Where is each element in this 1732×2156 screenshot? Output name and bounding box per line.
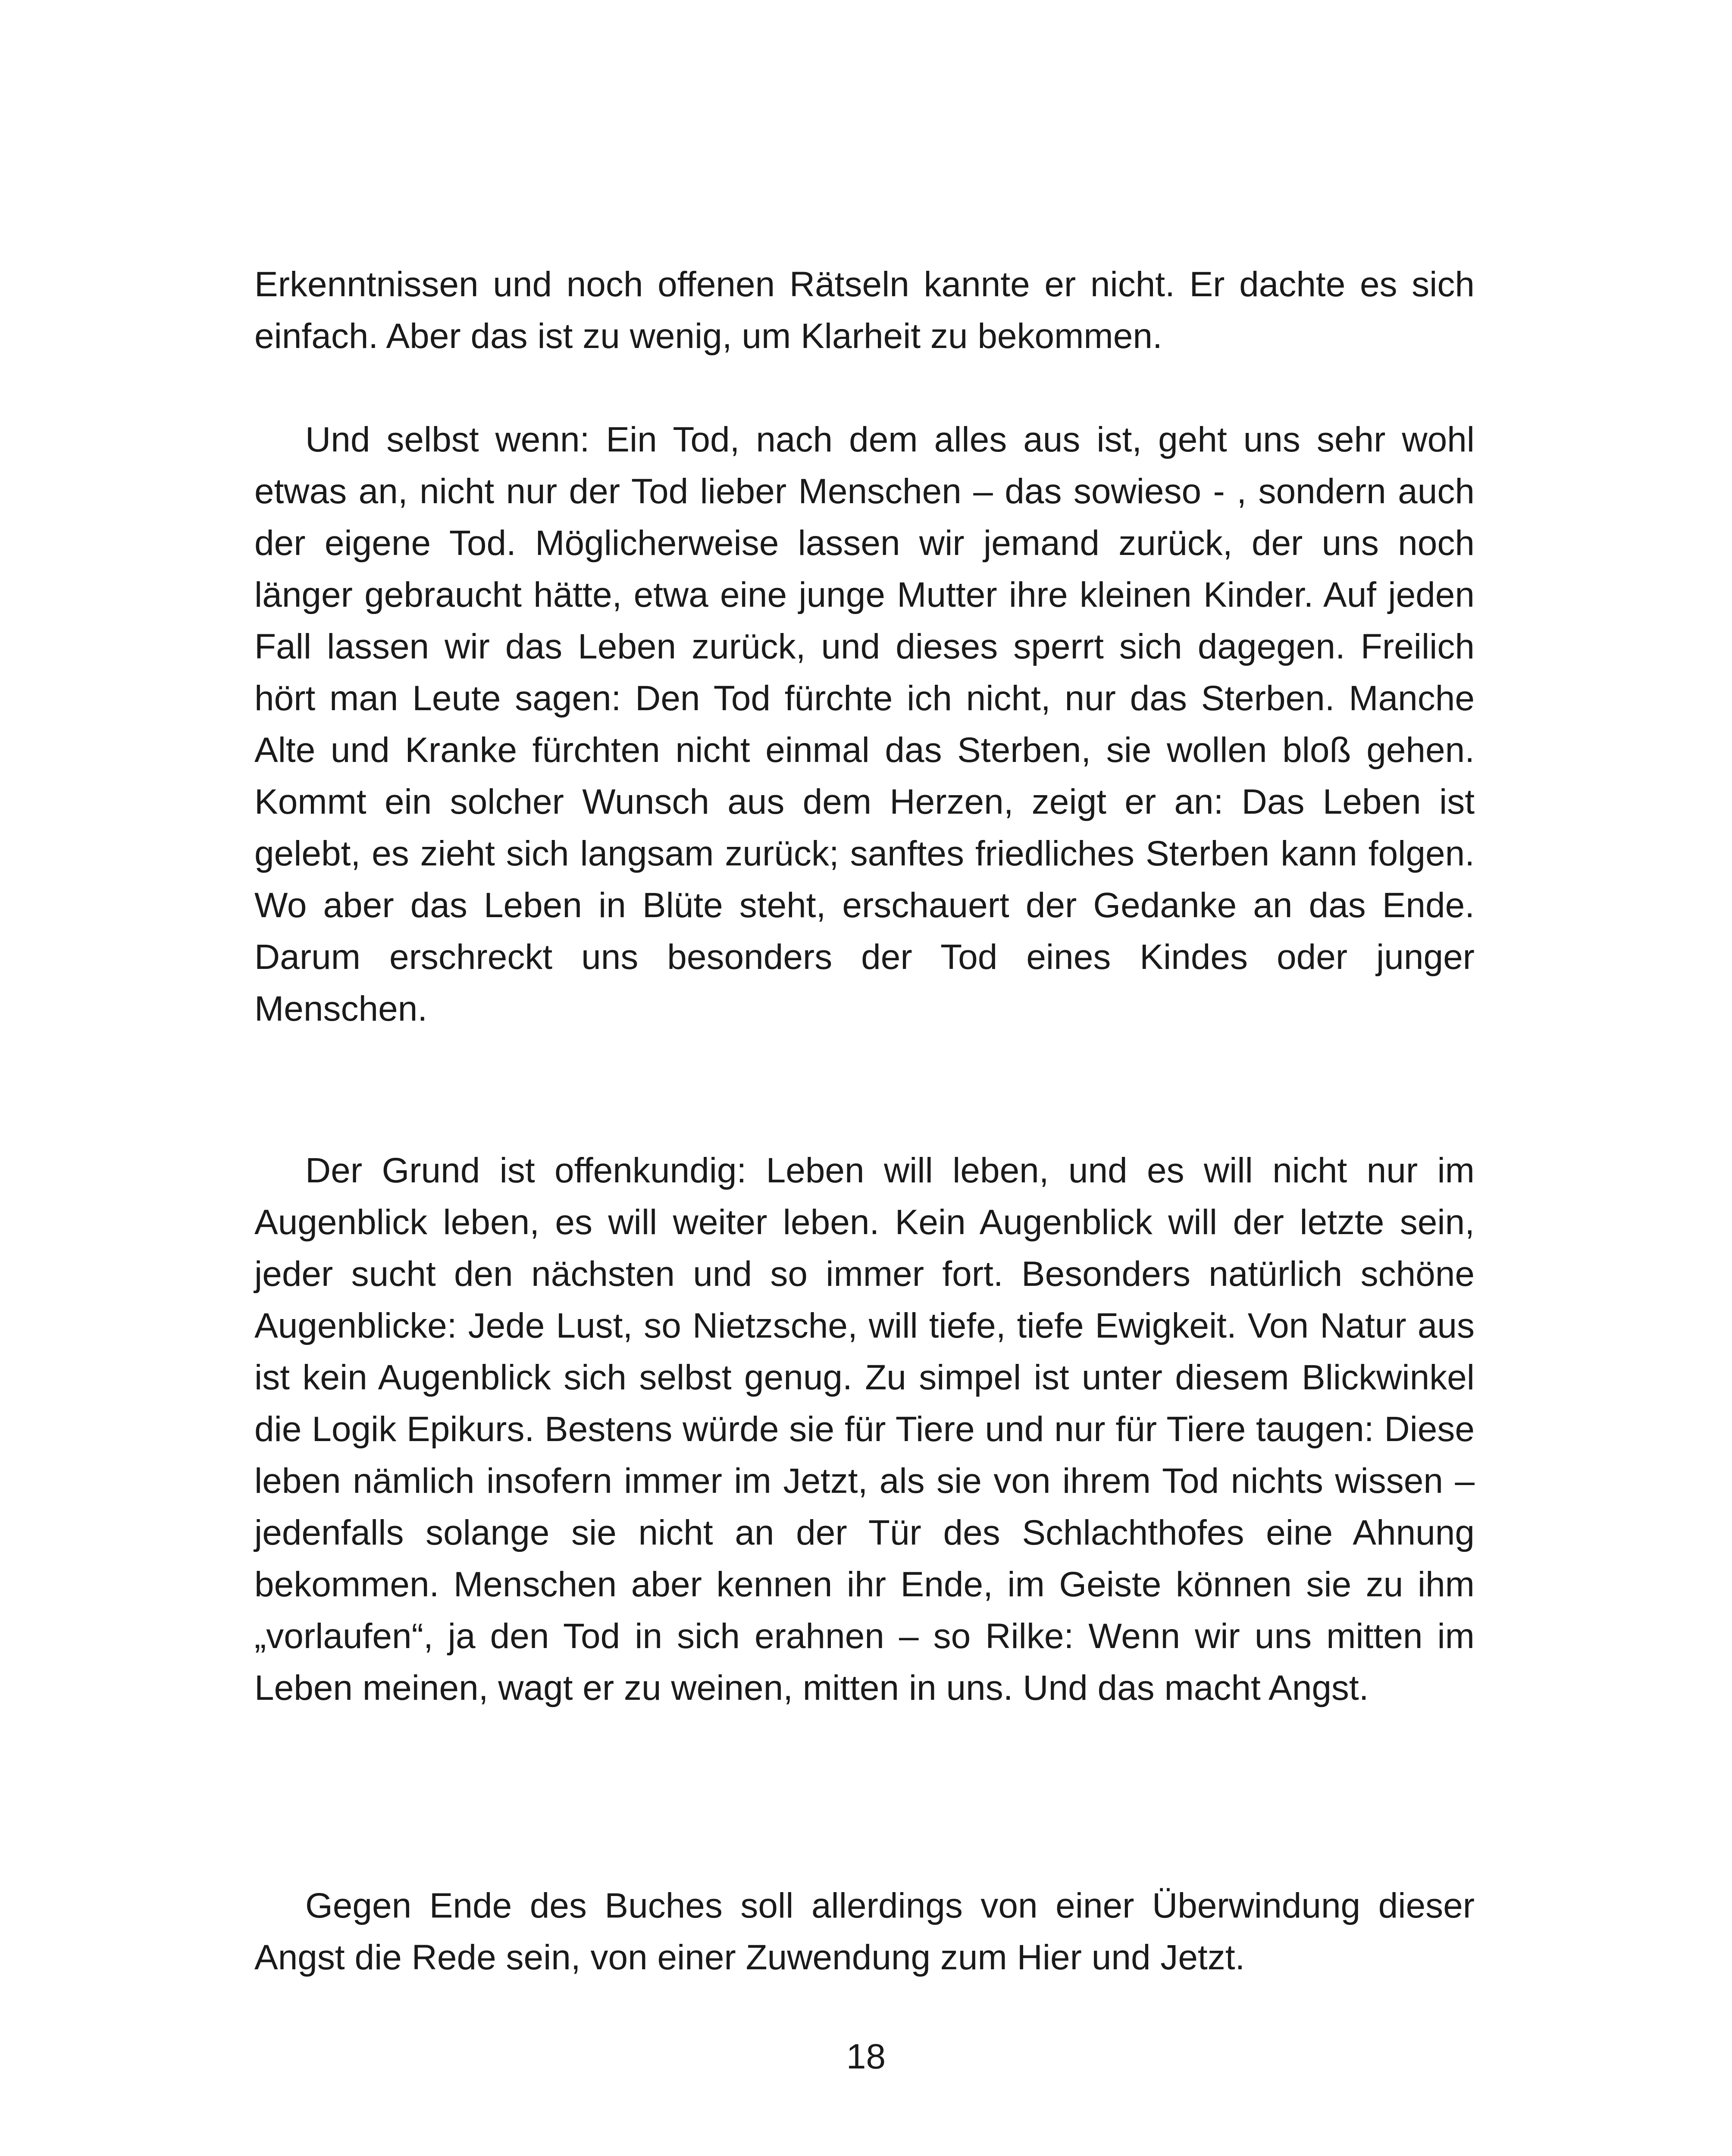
paragraph-text: Erkenntnissen und noch offenen Rätseln kannte er nicht. Er dachte es sich einfach. Aber das ist zu wenig, um Klarheit zu bekommen.	[254, 265, 1475, 356]
page-number: 18	[846, 2037, 886, 2076]
paragraph-4	[254, 1880, 1475, 1984]
paragraph-text: Und selbst wenn: Ein Tod, nach dem alles aus ist, geht uns sehr wohl etwas an, nicht nur der Tod lieber Menschen – das sowieso - , sondern auch der eigene Tod. Möglicherweise lassen wir jemand zurück, der uns noch länger gebraucht hätte, etwa eine junge Mutter ihre kleinen Kinder. Auf jeden Fall lassen wir das Leben zurück, und dieses sperrt sich dagegen. Freilich hört man Leute sagen: Den Tod fürchte ich nicht, nur das Sterben. Manche Alte und Kranke fürchten nicht einmal das Sterben, sie wollen bloß gehen. Kommt ein solcher Wunsch aus dem Herzen, zeigt er an: Das Leben ist gelebt, es zieht sich langsam zurück; sanftes friedliches Sterben kann folgen. Wo aber das Leben in Blüte steht, erschauert der Gedanke an das Ende. Darum erschreckt uns besonders der Tod eines Kindes oder junger Menschen.	[254, 420, 1475, 1028]
paragraph-3	[254, 1145, 1475, 1714]
paragraph-text: Gegen Ende des Buches soll allerdings von einer Überwindung dieser Angst die Rede sein, von einer Zuwendung zum Hier und Jetzt.	[254, 1886, 1475, 1977]
paragraph-2	[254, 414, 1475, 1035]
paragraph-1	[254, 259, 1475, 362]
paragraph-text: Der Grund ist offenkundig: Leben will leben, und es will nicht nur im Augenblick leben, es will weiter leben. Kein Augenblick will der letzte sein, jeder sucht den nächsten und so immer fort. Besonders natürlich schöne Augenblicke: Jede Lust, so Nietzsche, will tiefe, tiefe Ewigkeit. Von Natur aus ist kein Augenblick sich selbst genug. Zu simpel ist unter diesem Blickwinkel die Logik Epikurs. Bestens würde sie für Tiere und nur für Tiere taugen: Diese leben nämlich insofern immer im Jetzt, als sie von ihrem Tod nichts wissen – jedenfalls solange sie nicht an der Tür des Schlachthofes eine Ahnung bekommen. Menschen aber kennen ihr Ende, im Geiste können sie zu ihm „vorlaufen“, ja den Tod in sich erahnen – so Rilke: Wenn wir uns mitten im Leben meinen, wagt er zu weinen, mitten in uns. Und das macht Angst.	[254, 1151, 1475, 1708]
